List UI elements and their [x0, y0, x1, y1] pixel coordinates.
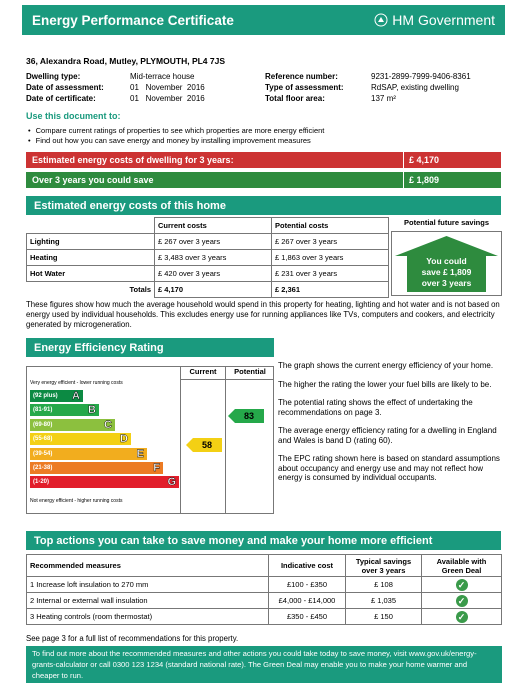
potential-costs-header: Potential costs: [272, 218, 389, 234]
current-rating-arrow: [186, 438, 222, 452]
savings-header: Typical savings over 3 years: [346, 555, 422, 577]
rating-current-header: Current: [189, 367, 217, 376]
use-item: • Compare current ratings of properties to see which properties are more energy efficient: [28, 126, 324, 136]
potential-rating-value: 83: [243, 411, 254, 421]
crest-icon: [374, 13, 388, 27]
certificate-date-value: 01 November 2016: [130, 94, 205, 103]
rating-divider: [180, 366, 181, 514]
rating-notes: [278, 361, 504, 492]
rating-band-letter: G: [167, 476, 176, 489]
future-savings-line: save £ 1,809: [421, 267, 472, 277]
rating-note: The average energy efficiency rating for a dwelling in England and Wales is band D (rating 60).: [278, 426, 497, 445]
table-row: [27, 577, 502, 593]
table-row: [27, 609, 502, 625]
green-tick-icon: ✓: [456, 595, 468, 607]
rating-note: The EPC rating shown here is based on standard assumptions about occupancy and energy use and may not reflect how energy is consumed by individual occupants.: [278, 454, 500, 482]
reference-number-label: Reference number:: [265, 72, 338, 81]
estimated-costs-note: These figures show how much the average household would spend in this property for heating, lighting and hot water and is not based on energy used by individual households. This excludes energy use for running appliances like TVs, computers and cookers, and electricity generated by microgeneration.: [26, 300, 500, 329]
rating-band-g: [30, 476, 179, 488]
row-potential: £ 1,863 over 3 years: [272, 250, 389, 266]
rating-band-letter: B: [88, 404, 96, 417]
assessment-date-label: Date of assessment:: [26, 83, 104, 92]
table-row: [27, 250, 389, 266]
scale-top-caption: Very energy efficient - lower running costs: [30, 380, 123, 386]
measure: 1 Increase loft insulation to 270 mm: [27, 577, 269, 593]
savings-label: Over 3 years you could save: [32, 175, 154, 185]
efficiency-rating-heading: Energy Efficiency Rating: [26, 338, 274, 357]
table-row: [27, 593, 502, 609]
rating-band-a: [30, 390, 83, 402]
hm-government-logo: [374, 12, 495, 28]
actions-table: [26, 554, 502, 625]
measures-header: Recommended measures: [27, 555, 269, 577]
green-deal-cell: [422, 577, 502, 593]
use-item: • Find out how you can save energy and money by installing improvement measures: [28, 136, 324, 146]
rating-divider: [225, 366, 226, 514]
estimated-cost-label: Estimated energy costs of dwelling for 3 years:: [32, 155, 234, 165]
row-potential: £ 267 over 3 years: [272, 234, 389, 250]
empty-header: [27, 218, 155, 234]
rating-band-letter: E: [136, 447, 144, 460]
green-deal-cell: [422, 609, 502, 625]
details-left: [26, 71, 205, 104]
rating-potential-header: Potential: [234, 367, 266, 376]
cost-header: Indicative cost: [269, 555, 346, 577]
measure-saving: £ 150: [346, 609, 422, 625]
scale-bottom-caption: Not energy efficient - higher running costs: [30, 498, 123, 504]
rating-band-range: (81-91): [33, 407, 53, 414]
measure-saving: £ 1,035: [346, 593, 422, 609]
totals-current: £ 4,170: [155, 282, 272, 298]
certificate-header: [22, 5, 505, 35]
future-savings-text: [392, 256, 501, 289]
footer-info: To find out more about the recommended measures and other actions you could take today to save money, visit www.gov.uk/energy-grants-calculator or call 0300 123 1234 (standard national rate). The Green Deal may enable you to make your home warmer and cheaper to run.: [26, 646, 502, 683]
top-actions-heading: Top actions you can take to save money and make your home more efficient: [26, 531, 501, 550]
green-tick-icon: ✓: [456, 579, 468, 591]
rating-band-c: [30, 419, 115, 431]
dwelling-type-label: Dwelling type:: [26, 72, 81, 81]
reference-number-value: 9231-2899-7999-9406-8361: [371, 72, 471, 81]
rating-band-range: (69-80): [33, 421, 53, 428]
rating-band-f: [30, 462, 163, 474]
future-savings-line: You could: [426, 256, 467, 266]
row-label: Hot Water: [27, 266, 155, 282]
measure-cost: £350 - £450: [269, 609, 346, 625]
totals-potential: £ 2,361: [272, 282, 389, 298]
row-label: Heating: [27, 250, 155, 266]
certificate-title: Energy Performance Certificate: [32, 12, 234, 28]
rating-band-range: (21-38): [33, 465, 53, 471]
assessment-date-value: 01 November 2016: [130, 83, 205, 92]
estimated-costs-heading: Estimated energy costs of this home: [26, 196, 501, 215]
rating-band-range: (92 plus): [33, 393, 58, 399]
savings-value: £ 1,809: [403, 172, 501, 188]
rating-band-letter: F: [153, 462, 160, 474]
table-row: [27, 266, 389, 282]
rating-note: The higher the rating the lower your fuel bills are likely to be.: [278, 379, 492, 389]
measure-cost: £100 - £350: [269, 577, 346, 593]
rating-header-divider: [180, 379, 274, 380]
future-savings-header: Potential future savings: [403, 218, 490, 227]
rating-band-letter: A: [72, 390, 80, 402]
rating-band-e: [30, 448, 147, 460]
green-deal-header: Available with Green Deal: [422, 555, 502, 577]
measure: 2 Internal or external wall insulation: [27, 593, 269, 609]
totals-label: Totals: [129, 285, 151, 295]
details-right: [265, 71, 471, 104]
table-row: [27, 234, 389, 250]
measure-saving: £ 108: [346, 577, 422, 593]
assessment-type-label: Type of assessment:: [265, 83, 344, 92]
estimated-cost-bar: [26, 152, 501, 168]
floor-area-label: Total floor area:: [265, 94, 325, 103]
rating-band-b: [30, 404, 99, 416]
rating-band-d: [30, 433, 131, 445]
assessment-type-value: RdSAP, existing dwelling: [371, 83, 459, 92]
current-costs-header: Current costs: [155, 218, 272, 234]
row-current: £ 267 over 3 years: [155, 234, 272, 250]
row-potential: £ 231 over 3 years: [272, 266, 389, 282]
rating-band-letter: C: [104, 418, 112, 431]
certificate-date-label: Date of certificate:: [26, 94, 96, 103]
dwelling-type-value: Mid-terrace house: [130, 72, 195, 81]
rating-note: The graph shows the current energy efficiency of your home.: [278, 361, 494, 370]
totals-row: [27, 282, 389, 298]
estimated-costs-table: [26, 217, 389, 298]
use-document-list: [28, 126, 324, 146]
savings-bar: [26, 172, 501, 188]
row-current: £ 3,483 over 3 years: [155, 250, 272, 266]
use-document-title: Use this document to:: [26, 111, 121, 121]
see-page-note: See page 3 for a full list of recommendations for this property.: [26, 634, 239, 643]
row-current: £ 420 over 3 years: [155, 266, 272, 282]
property-address: 36, Alexandra Road, Mutley, PLYMOUTH, PL4 7JS: [26, 56, 226, 66]
future-savings-line: over 3 years: [421, 278, 472, 288]
row-label: Lighting: [27, 234, 155, 250]
estimated-cost-value: £ 4,170: [403, 152, 501, 168]
green-tick-icon: ✓: [456, 611, 468, 623]
potential-rating-arrow: [228, 409, 264, 423]
rating-band-range: (39-54): [33, 450, 53, 457]
green-deal-cell: [422, 593, 502, 609]
hm-government-text: HM Government: [392, 12, 495, 28]
measure-cost: £4,000 - £14,000: [269, 593, 346, 609]
current-rating-value: 58: [201, 440, 212, 450]
measure: 3 Heating controls (room thermostat): [27, 609, 269, 625]
floor-area-value: 137 m²: [371, 94, 396, 103]
rating-band-range: (55-68): [33, 436, 53, 443]
rating-band-letter: D: [120, 433, 128, 446]
rating-band-range: (1-20): [33, 479, 50, 486]
rating-note: The potential rating shows the effect of undertaking the recommendations on page 3.: [278, 398, 473, 417]
